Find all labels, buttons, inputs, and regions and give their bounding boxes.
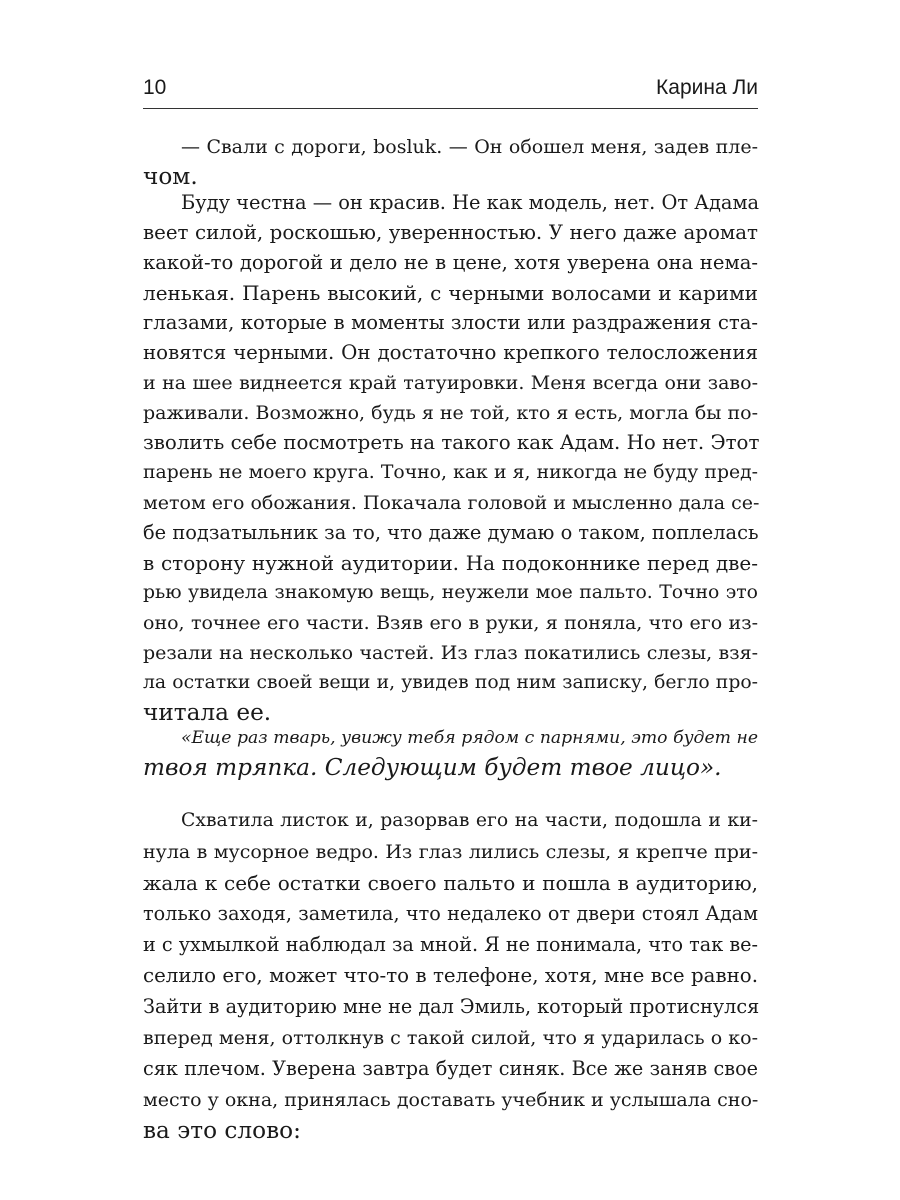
text-line: какой-то дорогой и дело не в цене, хотя уверена она нема- <box>143 251 758 274</box>
text-line: бе подзатыльник за то, что даже думаю о таком, поплелась <box>143 521 759 544</box>
text-line: веет силой, роскошью, уверенностью. У него даже аромат <box>143 221 758 244</box>
text-line: чом. <box>143 163 198 190</box>
text-line: глазами, которые в моменты злости или раздражения ста- <box>143 311 758 334</box>
running-title: Карина Ли <box>656 76 758 99</box>
text-line: новятся черными. Он достаточно крепкого телосложения <box>143 341 758 364</box>
text-line: метом его обожания. Покачала головой и мысленно дала се- <box>143 492 760 514</box>
text-line: селило его, может что-то в телефоне, хотя, мне все равно. <box>143 964 758 987</box>
text-line: только заходя, заметила, что недалеко от двери стоял Адам <box>143 902 758 925</box>
text-line: Буду честна — он красив. Не как модель, нет. От Адама <box>181 191 760 214</box>
text-line: место у окна, принялась доставать учебник и услышала сно- <box>143 1089 759 1111</box>
text-line: и с ухмылкой наблюдал за мной. Я не понимала, что так ве- <box>143 933 758 956</box>
text-line: вперед меня, оттолкнув с такой силой, что я ударилась о ко- <box>143 1027 758 1049</box>
text-line: Схватила листок и, разорвав его на части, подошла и ки- <box>181 810 758 831</box>
text-line: нула в мусорное ведро. Из глаз лились слезы, я крепче при- <box>143 841 758 863</box>
text-line: жала к себе остатки своего пальто и пошла в аудиторию, <box>143 871 758 895</box>
text-line: рью увидела знакомую вещь, неужели мое пальто. Точно это <box>143 582 758 603</box>
text-line: парень не моего круга. Точно, как и я, никогда не буду пред- <box>143 462 758 483</box>
text-line: в сторону нужной аудитории. На подоконнике перед две- <box>143 551 758 575</box>
text-line: ла остатки своей вещи и, увидев под ним записку, бегло про- <box>143 672 758 693</box>
text-line: резали на несколько частей. Из глаз покатились слезы, взя- <box>143 642 758 664</box>
page-number: 10 <box>143 76 167 99</box>
text-line: сяк плечом. Уверена завтра будет синяк. Все же заняв свое <box>143 1057 758 1080</box>
text-line: оно, точнее его части. Взяв его в руки, я поняла, что его из- <box>143 612 758 634</box>
text-line: твоя тряпка. Следующим будет твое лицо». <box>143 754 722 781</box>
text-line: и на шее виднеется край татуировки. Меня всегда они заво- <box>143 372 758 394</box>
text-line: — Свали с дороги, bosluk. — Он обошел меня, задев пле- <box>181 136 758 158</box>
text-line: «Еще раз тварь, увижу тебя рядом с парнями, это будет не <box>181 728 758 748</box>
text-line: ленькая. Парень высокий, с черными волосами и карими <box>143 281 758 305</box>
text-line: ва это слово: <box>143 1117 301 1144</box>
text-line: читала ее. <box>143 699 272 726</box>
text-line: зволить себе посмотреть на такого как Адам. Но нет. Этот <box>143 431 760 454</box>
text-line: Зайти в аудиторию мне не дал Эмиль, который протиснулся <box>143 995 760 1018</box>
text-line: раживали. Возможно, будь я не той, кто я есть, могла бы по- <box>143 402 758 424</box>
page-header <box>143 72 758 109</box>
